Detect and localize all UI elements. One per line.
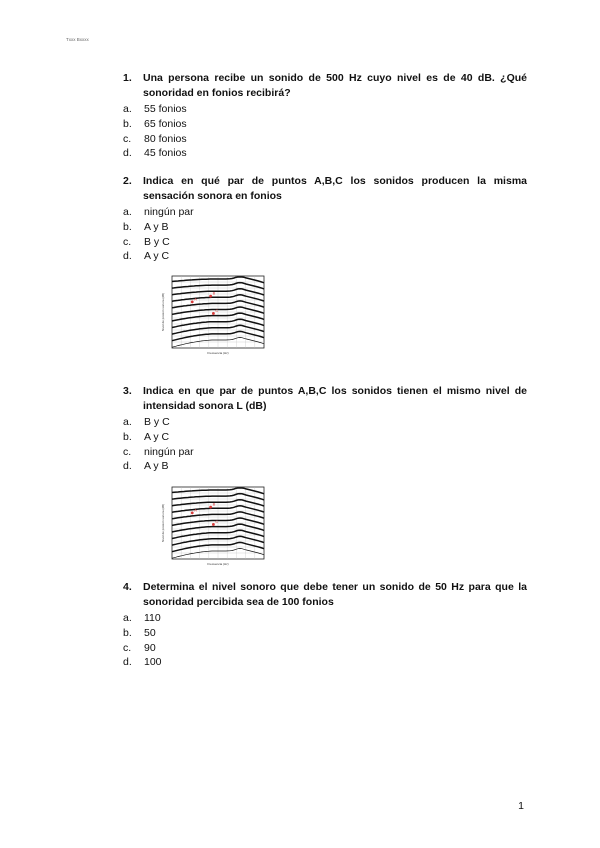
option-3a[interactable] [123, 415, 527, 430]
option-2c[interactable] [123, 235, 527, 250]
option-1c[interactable] [123, 132, 527, 147]
question-1-options [123, 102, 527, 161]
option-text: A y C [144, 430, 170, 443]
option-1d[interactable] [123, 146, 527, 161]
point-marker [212, 312, 215, 315]
option-letter: a. [123, 612, 132, 624]
equal-loudness-chart-2 [158, 483, 270, 567]
question-3-title [123, 384, 527, 414]
question-4-title [123, 580, 527, 610]
option-letter: b. [123, 430, 132, 443]
point-marker [191, 512, 194, 515]
question-4 [123, 580, 527, 670]
option-letter: d. [123, 656, 132, 669]
option-letter: a. [123, 206, 132, 218]
x-axis-label: Frecuencia (Hz) [207, 351, 229, 355]
option-4c[interactable] [123, 641, 527, 656]
option-letter: c. [123, 132, 132, 145]
option-letter: c. [123, 641, 132, 654]
option-text: 80 fonios [144, 132, 187, 145]
option-letter: a. [123, 416, 132, 428]
point-label: B [212, 501, 216, 507]
question-3-text: Indica en que par de puntos A,B,C los sonidos tienen el mismo nivel de intensidad sonora L (dB) [143, 385, 527, 412]
option-2a[interactable] [123, 205, 527, 220]
option-2b[interactable] [123, 220, 527, 235]
option-text: ningún par [144, 445, 194, 458]
option-text: B y C [144, 416, 170, 428]
point-marker [209, 506, 212, 509]
option-text: 90 [144, 641, 156, 654]
page-header: Txxx Bxxxx [66, 37, 89, 42]
question-4-number: 4. [123, 581, 132, 593]
option-text: 45 fonios [144, 147, 187, 160]
question-4-text: Determina el nivel sonoro que debe tener un sonido de 50 Hz para que la sonoridad percibida sea de 100 fonios [143, 581, 527, 608]
option-text: 55 fonios [144, 103, 187, 115]
option-letter: b. [123, 626, 132, 639]
y-axis-label: Nivel de presión sonora (dB) [161, 503, 165, 543]
option-letter: b. [123, 220, 132, 233]
question-1 [123, 71, 527, 161]
option-letter: d. [123, 147, 132, 160]
page-number: 1 [518, 800, 524, 812]
point-label: A [194, 507, 197, 513]
x-axis-label: Frecuencia (Hz) [207, 562, 229, 566]
question-3 [123, 384, 527, 474]
option-letter: c. [123, 235, 132, 248]
option-letter: d. [123, 250, 132, 263]
question-1-text: Una persona recibe un sonido de 500 Hz cuyo nivel es de 40 dB. ¿Qué sonoridad en fonios recibirá? [143, 72, 527, 99]
option-text: 50 [144, 626, 156, 639]
option-text: ningún par [144, 206, 194, 218]
question-3-number: 3. [123, 385, 132, 397]
question-2 [123, 174, 527, 264]
question-2-number: 2. [123, 175, 132, 187]
option-letter: d. [123, 460, 132, 473]
option-text: B y C [144, 235, 170, 248]
option-text: A y B [144, 220, 169, 233]
question-2-options [123, 205, 527, 264]
point-label: C [215, 518, 219, 524]
question-1-number: 1. [123, 72, 132, 84]
option-letter: a. [123, 103, 132, 115]
y-axis-label: Nivel de presión sonora (dB) [161, 292, 165, 332]
point-marker [212, 523, 215, 526]
question-4-options [123, 611, 527, 670]
option-3b[interactable] [123, 430, 527, 445]
point-label: B [212, 290, 216, 296]
option-text: A y B [144, 460, 169, 473]
option-text: A y C [144, 250, 170, 263]
option-text: 100 [144, 656, 162, 669]
point-label: C [215, 307, 219, 313]
option-3d[interactable] [123, 459, 527, 474]
point-label: A [194, 296, 197, 302]
option-1a[interactable] [123, 102, 527, 117]
option-text: 65 fonios [144, 117, 187, 130]
option-4b[interactable] [123, 626, 527, 641]
question-2-title [123, 174, 527, 204]
option-text: 110 [144, 612, 161, 624]
option-letter: b. [123, 117, 132, 130]
question-3-options [123, 415, 527, 474]
point-marker [191, 301, 194, 304]
equal-loudness-chart-1 [158, 272, 270, 356]
option-letter: c. [123, 445, 132, 458]
option-2d[interactable] [123, 249, 527, 264]
point-marker [209, 295, 212, 298]
option-4d[interactable] [123, 655, 527, 670]
option-1b[interactable] [123, 117, 527, 132]
question-2-text: Indica en qué par de puntos A,B,C los sonidos producen la misma sensación sonora en fonios [143, 175, 527, 202]
option-4a[interactable] [123, 611, 527, 626]
question-1-title [123, 71, 527, 101]
option-3c[interactable] [123, 445, 527, 460]
